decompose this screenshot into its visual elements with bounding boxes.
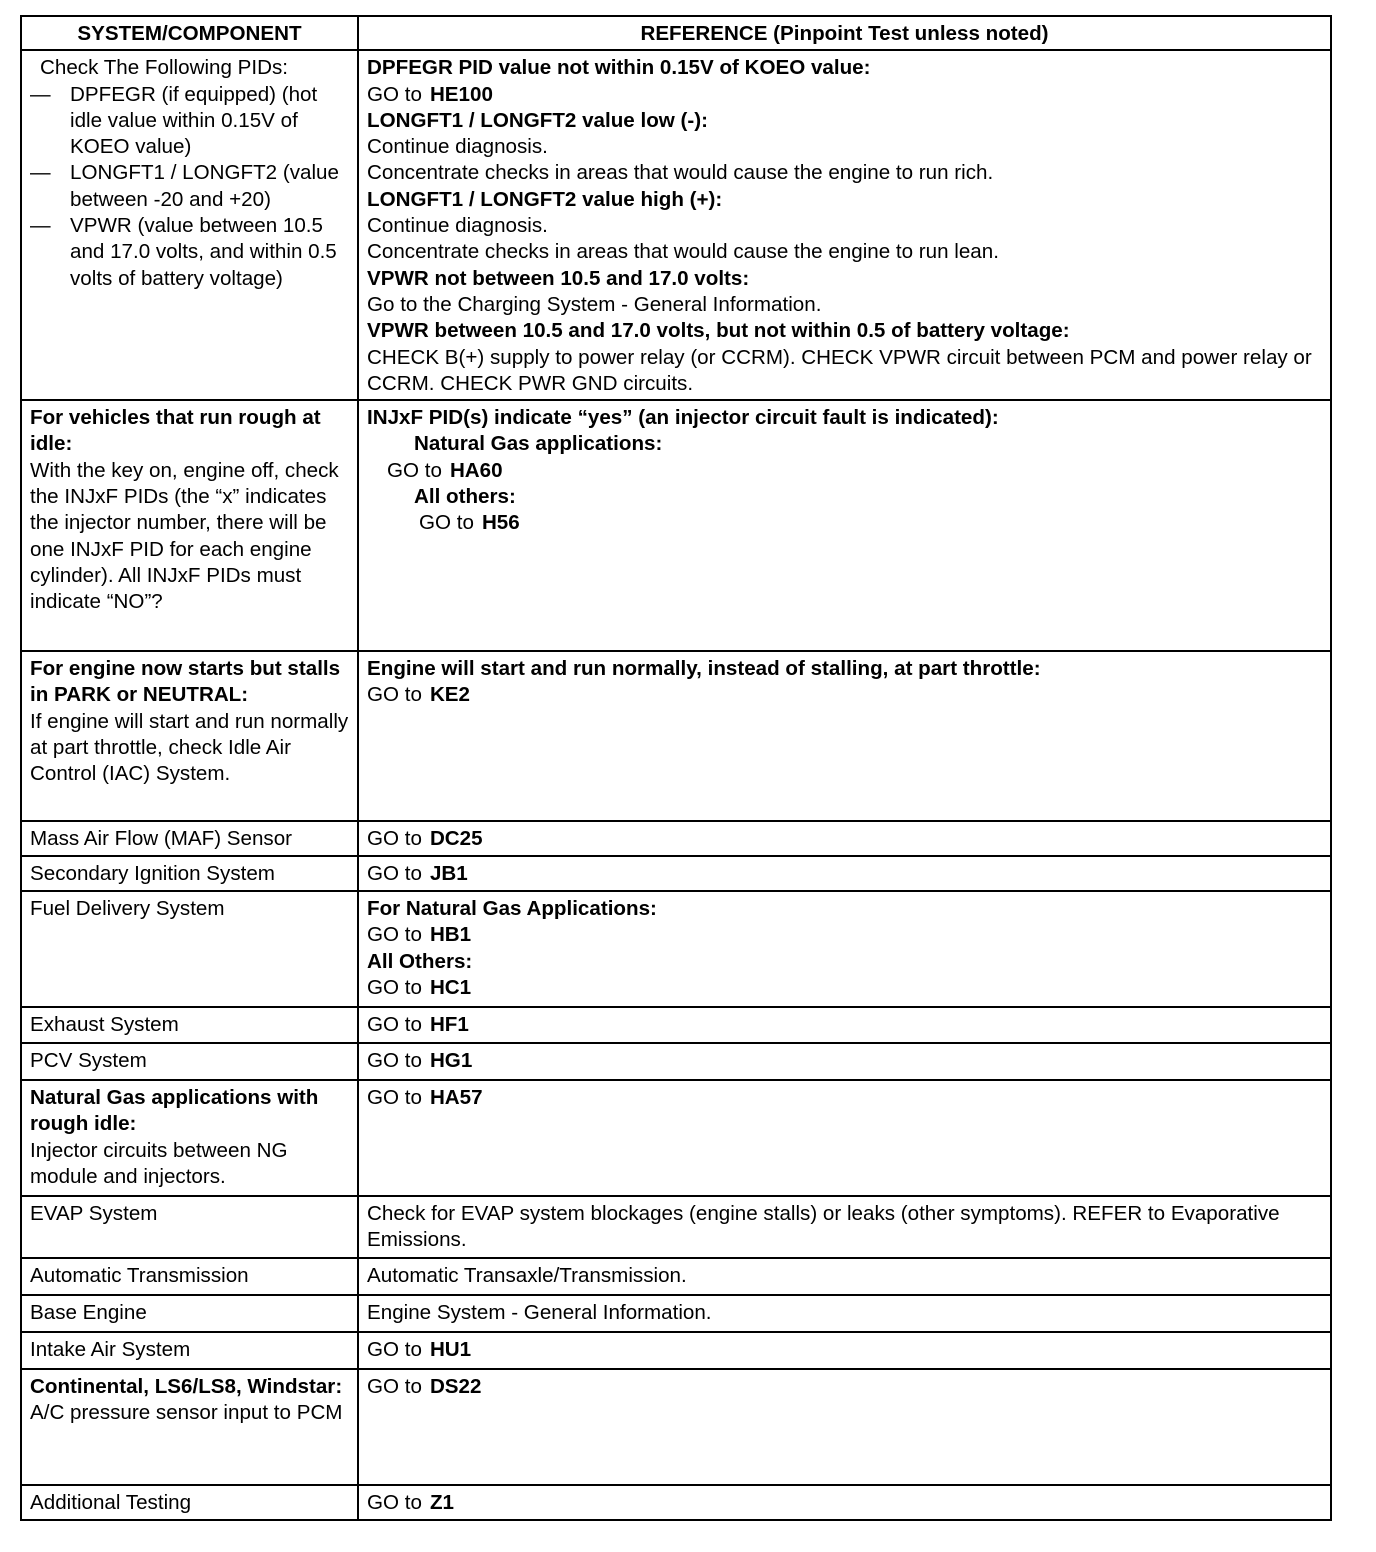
component-name: A/C pressure sensor input to PCM bbox=[30, 1401, 343, 1425]
goto-label: GO to bbox=[367, 82, 422, 106]
reference-cell bbox=[358, 1196, 1331, 1258]
condition-heading: All others: bbox=[414, 485, 516, 509]
pid-check-item bbox=[30, 160, 349, 213]
component-cell bbox=[21, 1295, 358, 1332]
goto-label: GO to bbox=[367, 1049, 422, 1073]
table-row bbox=[21, 821, 1331, 856]
goto-reference bbox=[367, 861, 1322, 887]
dash-bullet: — bbox=[30, 82, 51, 106]
goto-label: GO to bbox=[367, 683, 422, 707]
table-row bbox=[21, 1043, 1331, 1080]
instruction-text: CHECK B(+) supply to power relay (or CCRM). CHECK VPWR circuit between PCM and power relay or CCRM. CHECK PWR GND circuits. bbox=[367, 345, 1312, 395]
reference-cell bbox=[358, 1043, 1331, 1080]
component-cell bbox=[21, 651, 358, 821]
condition-heading: Engine will start and run normally, instead of stalling, at part throttle: bbox=[367, 657, 1041, 681]
pid-check-text: LONGFT1 / LONGFT2 (value between -20 and +20) bbox=[70, 161, 339, 211]
goto-label: GO to bbox=[367, 827, 422, 851]
component-title: For engine now starts but stalls in PARK or NEUTRAL: bbox=[30, 657, 341, 707]
reference-cell bbox=[358, 400, 1331, 651]
component-name: With the key on, engine off, check the INJxF PIDs (the “x” indicates the injector number, there will be one INJxF PID for each engine cylinder). All INJxF PIDs must indicate “NO”? bbox=[30, 458, 339, 614]
instruction-text: Continue diagnosis. bbox=[367, 214, 548, 238]
goto-label: GO to bbox=[367, 1375, 422, 1399]
condition-heading: INJxF PID(s) indicate “yes” (an injector circuit fault is indicated): bbox=[367, 406, 999, 430]
component-cell bbox=[21, 821, 358, 856]
component-name: EVAP System bbox=[30, 1202, 158, 1226]
reference-cell bbox=[358, 1258, 1331, 1295]
goto-reference bbox=[367, 975, 1322, 1001]
pinpoint-test-code: DS22 bbox=[429, 1375, 482, 1399]
table-row bbox=[21, 1196, 1331, 1258]
table-row bbox=[21, 1332, 1331, 1369]
reference-cell bbox=[358, 1080, 1331, 1196]
component-name: Injector circuits between NG module and injectors. bbox=[30, 1138, 288, 1189]
instruction-text: Automatic Transaxle/Transmission. bbox=[367, 1264, 687, 1288]
goto-reference bbox=[367, 1085, 1322, 1111]
pinpoint-test-code: H56 bbox=[481, 511, 520, 535]
diagnostic-table bbox=[20, 15, 1332, 1521]
reference-cell bbox=[358, 1332, 1331, 1369]
goto-reference bbox=[367, 458, 1322, 484]
pinpoint-test-code: Z1 bbox=[429, 1491, 454, 1515]
goto-reference bbox=[367, 1337, 1322, 1363]
component-cell bbox=[21, 50, 358, 400]
table-header-row bbox=[21, 16, 1331, 50]
component-intro: Check The Following PIDs: bbox=[40, 56, 288, 80]
component-cell bbox=[21, 1258, 358, 1295]
pinpoint-test-code: HE100 bbox=[429, 82, 493, 106]
goto-label: GO to bbox=[367, 1013, 422, 1037]
table-row bbox=[21, 1485, 1331, 1520]
table-row bbox=[21, 1007, 1331, 1043]
reference-cell bbox=[358, 50, 1331, 400]
pinpoint-test-code: KE2 bbox=[429, 683, 470, 707]
condition-heading: LONGFT1 / LONGFT2 value high (+): bbox=[367, 187, 723, 211]
component-cell bbox=[21, 891, 358, 1007]
component-cell bbox=[21, 1007, 358, 1043]
component-cell bbox=[21, 400, 358, 651]
component-cell bbox=[21, 1332, 358, 1369]
diagnostic-table-page bbox=[20, 15, 1330, 1521]
pinpoint-test-code: HG1 bbox=[429, 1049, 473, 1073]
condition-heading: LONGFT1 / LONGFT2 value low (-): bbox=[367, 108, 708, 132]
reference-cell bbox=[358, 651, 1331, 821]
column-header-reference: REFERENCE (Pinpoint Test unless noted) bbox=[358, 16, 1331, 50]
table-row bbox=[21, 1295, 1331, 1332]
goto-label: GO to bbox=[367, 923, 422, 947]
reference-cell bbox=[358, 1485, 1331, 1520]
component-name: Intake Air System bbox=[30, 1338, 191, 1362]
table-row bbox=[21, 651, 1331, 821]
pid-check-text: DPFEGR (if equipped) (hot idle value within 0.15V of KOEO value) bbox=[70, 82, 318, 159]
reference-cell bbox=[358, 821, 1331, 856]
reference-cell bbox=[358, 891, 1331, 1007]
component-name: Exhaust System bbox=[30, 1013, 179, 1037]
instruction-text: Engine System - General Information. bbox=[367, 1301, 712, 1325]
table-row bbox=[21, 891, 1331, 1007]
table-body bbox=[21, 50, 1331, 1520]
table-row bbox=[21, 1258, 1331, 1295]
component-cell bbox=[21, 1043, 358, 1080]
condition-heading: All Others: bbox=[367, 949, 473, 973]
instruction-text: Concentrate checks in areas that would cause the engine to run rich. bbox=[367, 161, 994, 185]
instruction-text: Continue diagnosis. bbox=[367, 135, 548, 159]
instruction-text: Concentrate checks in areas that would cause the engine to run lean. bbox=[367, 240, 999, 264]
condition-heading: Natural Gas applications: bbox=[414, 432, 663, 456]
component-title: Continental, LS6/LS8, Windstar: bbox=[30, 1375, 343, 1399]
condition-heading: VPWR not between 10.5 and 17.0 volts: bbox=[367, 266, 750, 290]
table-row bbox=[21, 856, 1331, 891]
goto-label: GO to bbox=[367, 1491, 422, 1515]
goto-reference bbox=[367, 1048, 1322, 1074]
dash-bullet: — bbox=[30, 161, 51, 185]
pid-check-text: VPWR (value between 10.5 and 17.0 volts, and within 0.5 volts of battery voltage) bbox=[70, 214, 337, 290]
table-row bbox=[21, 400, 1331, 651]
goto-reference bbox=[367, 682, 1322, 708]
goto-label: GO to bbox=[367, 1338, 422, 1362]
table-row bbox=[21, 50, 1331, 400]
pinpoint-test-code: HU1 bbox=[429, 1338, 472, 1362]
goto-reference bbox=[367, 82, 1322, 108]
goto-label: GO to bbox=[367, 976, 422, 1000]
component-cell bbox=[21, 1196, 358, 1258]
component-title: For vehicles that run rough at idle: bbox=[30, 406, 321, 456]
condition-heading: VPWR between 10.5 and 17.0 volts, but not within 0.5 of battery voltage: bbox=[367, 319, 1070, 343]
goto-label: GO to bbox=[367, 862, 422, 886]
component-name: Automatic Transmission bbox=[30, 1264, 249, 1288]
table-row bbox=[21, 1080, 1331, 1196]
component-cell bbox=[21, 1485, 358, 1520]
pinpoint-test-code: JB1 bbox=[429, 862, 468, 886]
reference-cell bbox=[358, 1369, 1331, 1485]
pinpoint-test-code: HC1 bbox=[429, 976, 472, 1000]
pid-check-item bbox=[30, 82, 349, 161]
pid-check-item bbox=[30, 213, 349, 292]
goto-reference bbox=[367, 510, 1322, 536]
pinpoint-test-code: HF1 bbox=[429, 1013, 469, 1037]
pinpoint-test-code: HA60 bbox=[449, 458, 503, 482]
goto-reference bbox=[367, 1374, 1322, 1400]
component-name: Fuel Delivery System bbox=[30, 897, 225, 921]
goto-reference bbox=[367, 826, 1322, 852]
component-name: If engine will start and run normally at part throttle, check Idle Air Control (IAC) System. bbox=[30, 709, 349, 786]
goto-reference bbox=[367, 922, 1322, 948]
pinpoint-test-code: HA57 bbox=[429, 1086, 483, 1110]
component-name: PCV System bbox=[30, 1049, 147, 1073]
component-cell bbox=[21, 1080, 358, 1196]
component-name: Additional Testing bbox=[30, 1491, 192, 1515]
instruction-text: Go to the Charging System - General Information. bbox=[367, 292, 822, 316]
instruction-text: Check for EVAP system blockages (engine stalls) or leaks (other symptoms). REFER to Evaporative Emissions. bbox=[367, 1202, 1280, 1252]
component-cell bbox=[21, 856, 358, 891]
component-name: Mass Air Flow (MAF) Sensor bbox=[30, 827, 293, 851]
dash-bullet: — bbox=[30, 214, 51, 238]
component-cell bbox=[21, 1369, 358, 1485]
pinpoint-test-code: HB1 bbox=[429, 923, 472, 947]
goto-reference bbox=[367, 1490, 1322, 1516]
goto-reference bbox=[367, 1012, 1322, 1038]
goto-label: GO to bbox=[419, 511, 474, 535]
reference-cell bbox=[358, 1295, 1331, 1332]
component-title: Natural Gas applications with rough idle: bbox=[30, 1086, 319, 1136]
condition-heading: For Natural Gas Applications: bbox=[367, 897, 657, 921]
reference-cell bbox=[358, 1007, 1331, 1043]
goto-label: GO to bbox=[367, 1086, 422, 1110]
reference-cell bbox=[358, 856, 1331, 891]
column-header-system-component: SYSTEM/COMPONENT bbox=[21, 16, 358, 50]
component-name: Secondary Ignition System bbox=[30, 862, 275, 886]
pinpoint-test-code: DC25 bbox=[429, 827, 483, 851]
component-name: Base Engine bbox=[30, 1301, 147, 1325]
table-row bbox=[21, 1369, 1331, 1485]
condition-heading: DPFEGR PID value not within 0.15V of KOEO value: bbox=[367, 56, 871, 80]
goto-label: GO to bbox=[387, 458, 442, 482]
